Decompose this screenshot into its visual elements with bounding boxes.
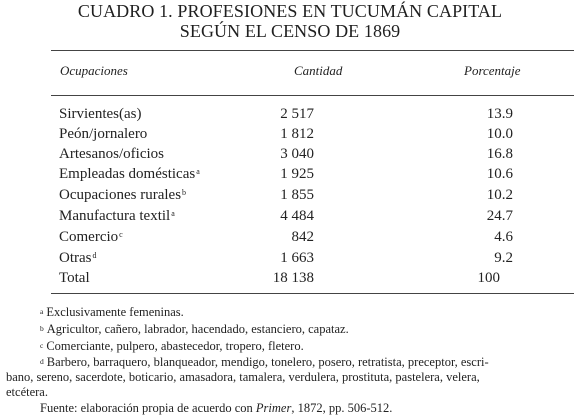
percentage-cell: 10.2 xyxy=(486,187,513,203)
quantity-cell: 1 812 xyxy=(280,126,314,142)
occupation-cell: Sirvientes(as) xyxy=(59,106,142,122)
table-row xyxy=(0,144,580,164)
quantity-cell: 4 484 xyxy=(280,208,314,224)
quantity-cell: 3 040 xyxy=(280,146,314,162)
table-title-line-1: CUADRO 1. PROFESIONES EN TUCUMÁN CAPITAL xyxy=(77,1,503,21)
column-header-quantity: Cantidad xyxy=(294,63,343,78)
quantity-cell: 1 663 xyxy=(280,250,314,266)
percentage-cell: 16.8 xyxy=(486,146,513,162)
occupation-cell: Ocupaciones rurales$^b$ xyxy=(59,187,187,203)
column-header-occupations: Ocupaciones xyxy=(60,63,128,78)
percentage-cell: 100 xyxy=(477,270,500,286)
quantity-cell: 18 138 xyxy=(272,270,314,286)
column-header-percentage: Porcentaje xyxy=(464,63,521,78)
footnote-mark: b xyxy=(182,188,187,197)
footnote-a: $^a$ Exclusivamente femeninas. xyxy=(40,305,184,319)
occupation-cell: Peón/jornalero xyxy=(59,126,148,142)
footnote-mark: a xyxy=(171,209,175,218)
table-row xyxy=(0,185,580,205)
occupation-cell: Empleadas domésticas$^a$ xyxy=(59,166,200,182)
percentage-cell: 24.7 xyxy=(486,208,513,224)
percentage-cell: 9.2 xyxy=(494,250,513,266)
table-title-line-2: SEGÚN EL CENSO DE 1869 xyxy=(179,21,401,41)
occupation-cell: Total xyxy=(59,270,90,286)
occupation-cell: Comercio$^c$ xyxy=(59,229,123,245)
table-row xyxy=(0,104,580,124)
occupation-cell: Otras$^d$ xyxy=(59,250,97,266)
footnote-d: $^d$ Barbero, barraquero, blanqueador, mendigo, tonelero, posero, retratista, preceptor, escri- xyxy=(40,355,489,369)
footnote-mark: a xyxy=(196,167,200,176)
table-row xyxy=(0,206,580,226)
table-row xyxy=(0,248,580,268)
occupation-cell: Manufactura textil$^a$ xyxy=(59,208,175,224)
bottom-rule xyxy=(51,293,574,294)
percentage-cell: 10.0 xyxy=(486,126,513,142)
footnote-d-end: etcétera. xyxy=(6,385,48,399)
quantity-cell: 1 855 xyxy=(280,187,314,203)
footnote-mark: d xyxy=(92,251,97,260)
source-note: Fuente: elaboración propia de acuerdo con Primer, 1872, pp. 506-512. xyxy=(40,401,393,415)
top-rule xyxy=(51,50,574,51)
occupation-cell: Artesanos/oficios xyxy=(59,146,164,162)
table-row-total xyxy=(0,268,580,288)
quantity-cell: 842 xyxy=(291,229,314,245)
percentage-cell: 10.6 xyxy=(486,166,513,182)
table-row xyxy=(0,227,580,247)
table-row xyxy=(0,164,580,184)
footnote-mark: c xyxy=(119,230,123,239)
footnote-d-continued: bano, sereno, sacerdote, boticario, amasadora, tamalera, verdulera, prostituta, pastelera, velera, xyxy=(6,370,480,384)
quantity-cell: 2 517 xyxy=(280,106,314,122)
footnote-c: $^c$ Comerciante, pulpero, abastecedor, tropero, fletero. xyxy=(40,339,304,353)
quantity-cell: 1 925 xyxy=(280,166,314,182)
header-rule xyxy=(51,95,574,96)
percentage-cell: 13.9 xyxy=(486,106,513,122)
percentage-cell: 4.6 xyxy=(494,229,513,245)
footnote-b: $^b$ Agricultor, cañero, labrador, hacendado, estanciero, capataz. xyxy=(40,322,349,336)
table-row xyxy=(0,124,580,144)
